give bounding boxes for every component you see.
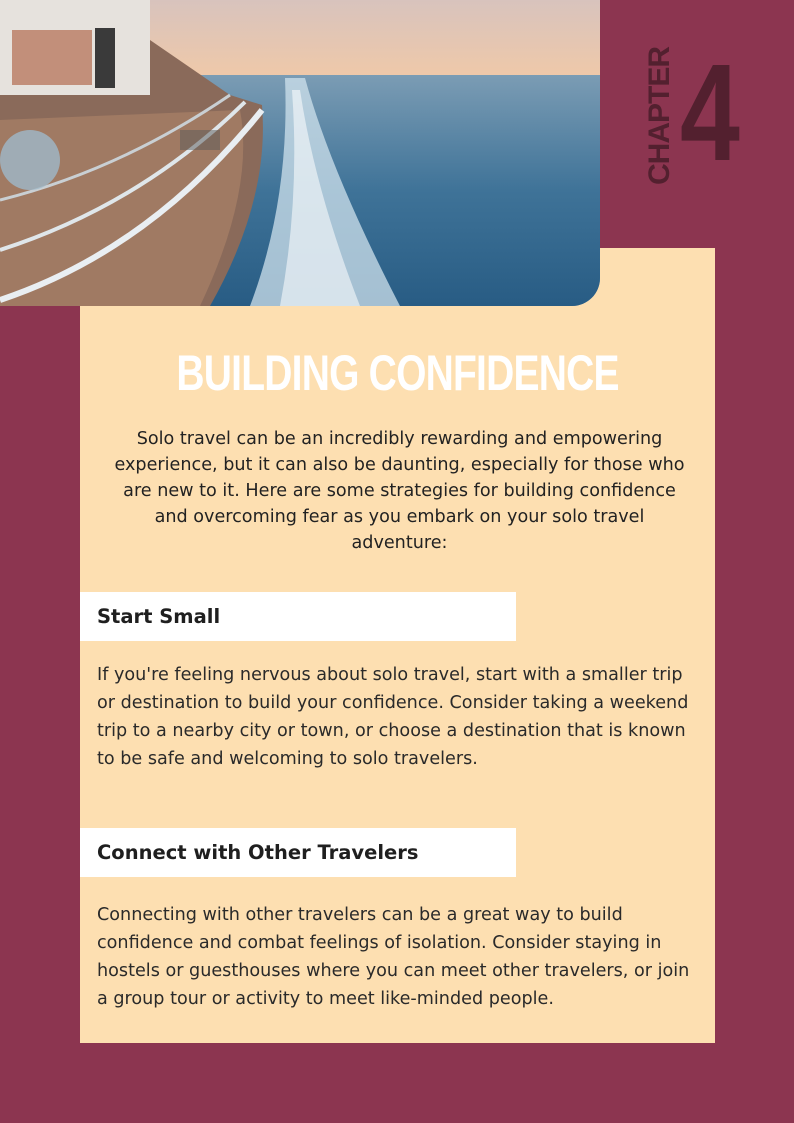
- page-title-text: BUILDING CONFIDENCE: [176, 345, 619, 401]
- section-body-connect: Connecting with other travelers can be a great way to build confidence and combat feelings of isolation. Consider staying in hostels or guesthouses where you can meet other travelers, or join a group tour or activity to meet like-minded people.: [97, 905, 690, 1009]
- intro-paragraph: Solo travel can be an incredibly rewarding and empowering experience, but it can also be daunting, especially for those who are new to it. Here are some strategies for building confidence and overcoming fear as you embark on your solo travel adventure:: [114, 429, 685, 553]
- page-title: [80, 345, 715, 401]
- section-heading-connect: Connect with Other Travelers: [80, 828, 516, 877]
- chapter-number: 4: [680, 36, 740, 190]
- chapter-word: CHAPTER: [643, 46, 677, 186]
- section-heading-start-small: Start Small: [80, 592, 516, 641]
- hero-image: [0, 0, 600, 306]
- section-body-start-small: If you're feeling nervous about solo travel, start with a smaller trip or destination to build your confidence. Consider taking a weekend trip to a nearby city or town, or choose a destination that is known to be safe and welcoming to solo travelers.: [97, 665, 689, 769]
- cruise-ship-photo: [0, 0, 600, 306]
